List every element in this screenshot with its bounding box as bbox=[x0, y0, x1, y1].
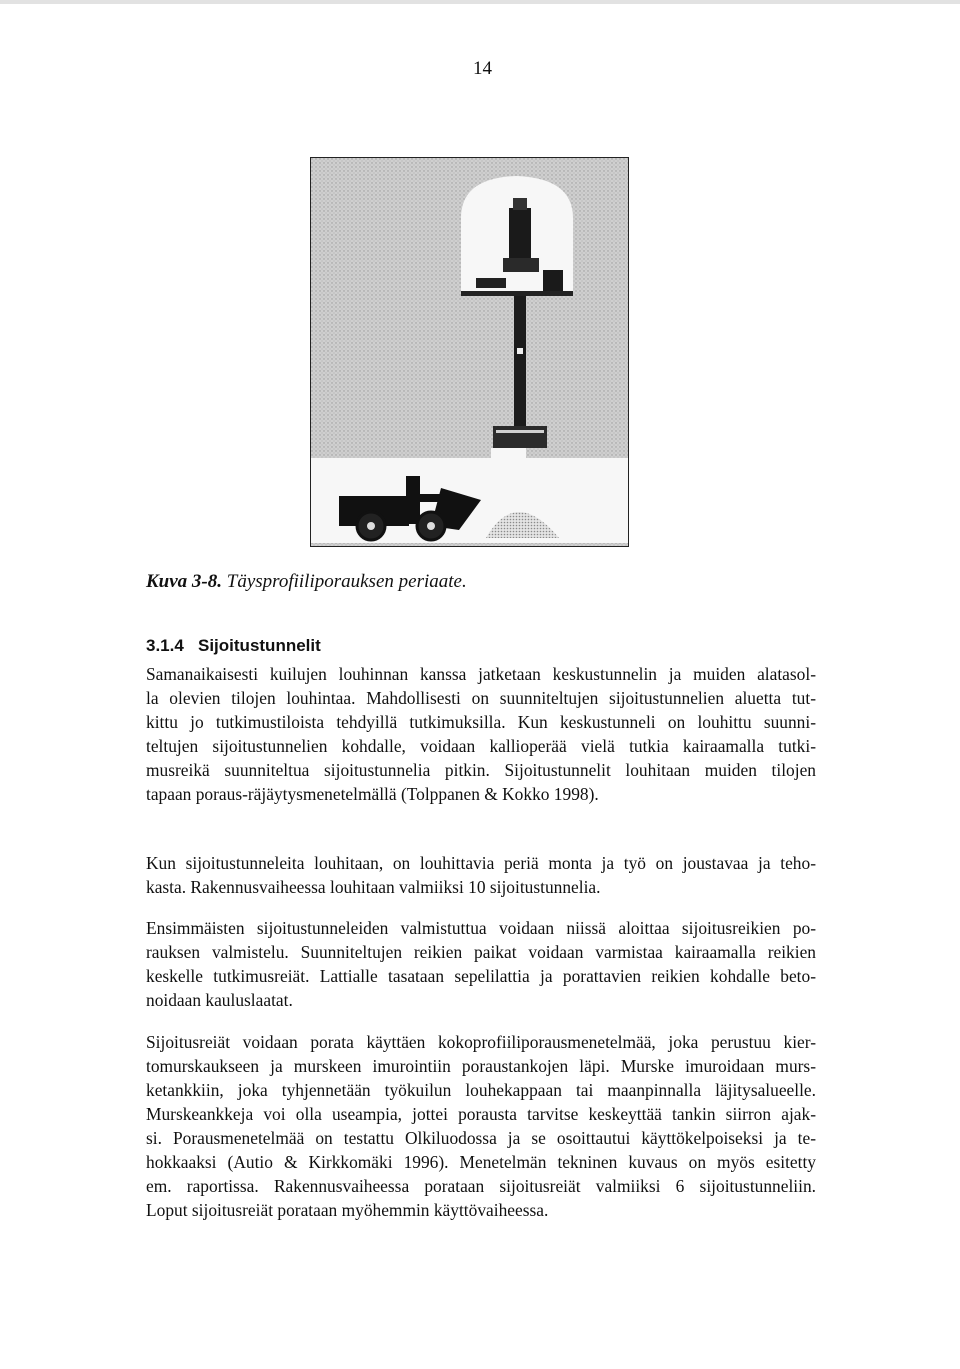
figure-caption bbox=[146, 571, 467, 593]
paragraph-line: kittu jo tutkimustiloista tehdyillä tutkimuksilla. Kun keskustunneli on louhittu suunni- bbox=[146, 712, 816, 732]
figure-label: Kuva 3-8. bbox=[146, 571, 222, 592]
loader-cab bbox=[406, 476, 420, 524]
drill-string bbox=[514, 296, 526, 446]
platform bbox=[461, 291, 573, 296]
paragraph-4 bbox=[146, 1030, 816, 1222]
paragraph-line: ketankkiin, joka tyhjennetään työkuilun louhekappaan tai maanpinnalla läjitysalueelle. bbox=[146, 1080, 816, 1100]
rig-unit bbox=[476, 278, 506, 288]
paragraph-line: Ensimmäisten sijoitustunneleiden valmistuttua voidaan niissä aloittaa sijoitusreikien po- bbox=[146, 918, 816, 938]
figure-full-face-drilling bbox=[310, 157, 629, 547]
paragraph-line: Kun sijoitustunneleita louhitaan, on louhittavia periä monta ja työ on joustavaa ja teho- bbox=[146, 853, 816, 873]
paragraph-line: tapaan poraus-räjäytysmenetelmällä (Tolppanen & Kokko 1998). bbox=[146, 784, 599, 804]
drill-rig-mast bbox=[509, 208, 531, 263]
paragraph-line: tomurskaukseen ja murskeen imurointiin poraustankojen läpi. Murske imuroidaan murs- bbox=[146, 1056, 816, 1076]
figure-caption-text: Täysprofiiliporauksen periaate. bbox=[226, 571, 467, 592]
drilling-diagram bbox=[311, 158, 628, 546]
paragraph-line: keskelle tutkimusreiät. Lattialle tasataan sepelilattia ja porattavien reikien kohdalle beto- bbox=[146, 966, 816, 986]
section-number: 3.1.4 bbox=[146, 636, 184, 655]
paragraph-line: Sijoitusreiät voidaan porata käyttäen kokoprofiiliporausmenetelmää, joka perustuu kier- bbox=[146, 1032, 816, 1052]
loader-arm bbox=[419, 494, 441, 502]
reamer-cutters bbox=[496, 430, 544, 433]
paragraph-line: si. Porausmenetelmää on testattu Olkiluodossa ja se osoittautui käyttökelpoiseksi ja te- bbox=[146, 1128, 816, 1148]
paragraph-line: musreikä suunniteltua sijoitustunnelia pitkin. Sijoitustunnelit louhitaan muiden tilojen bbox=[146, 760, 816, 780]
paragraph-line: Samanaikaisesti kuilujen louhinnan kanssa jatketaan keskustunnelin ja muiden alatasol- bbox=[146, 664, 816, 684]
paragraph-line: hokkaaksi (Autio & Kirkkomäki 1996). Menetelmän tekninen kuvaus on myös esitetty bbox=[146, 1152, 816, 1172]
paragraph-line: em. raportissa. Rakennusvaiheessa porataan sijoitusreiät valmiiksi 6 sijoitustunneliin. bbox=[146, 1176, 816, 1196]
paragraph-line: Murskeankkeja voi olla useampia, jottei porausta tarvitse keskeyttää tankin siirron ajak- bbox=[146, 1104, 816, 1124]
paragraph-line: noidaan kauluslaatat. bbox=[146, 990, 293, 1010]
paragraph-line: rauksen valmistelu. Suunniteltujen reikien paikat voidaan varmistaa kairaamalla reikien bbox=[146, 942, 816, 962]
section-title: Sijoitustunnelit bbox=[198, 636, 321, 655]
paragraph-line: teltujen sijoitustunnelien kohdalle, voidaan kallioperää vielä tutkia kairaamalla tutki- bbox=[146, 736, 816, 756]
section-heading bbox=[146, 636, 321, 656]
page-top-edge bbox=[0, 0, 960, 4]
paragraph-3 bbox=[146, 916, 816, 1012]
wheel-hub-rear bbox=[367, 522, 375, 530]
paragraph-line: Loput sijoitusreiät porataan myöhemmin käyttövaiheessa. bbox=[146, 1200, 549, 1220]
paragraph-1 bbox=[146, 662, 816, 806]
paragraph-2 bbox=[146, 851, 816, 899]
drill-rig-base bbox=[503, 258, 539, 272]
reamer-head bbox=[493, 426, 547, 448]
wheel-hub-front bbox=[427, 522, 435, 530]
paragraph-line: la olevien tilojen louhintaa. Mahdollisesti on suunniteltujen sijoitustunnelien aluetta tut- bbox=[146, 688, 816, 708]
page-number: 14 bbox=[473, 58, 492, 79]
string-joint bbox=[517, 348, 523, 354]
drill-rig-top bbox=[513, 198, 527, 210]
tank bbox=[543, 270, 563, 292]
paragraph-line: kasta. Rakennusvaiheessa louhitaan valmiiksi 10 sijoitustunnelia. bbox=[146, 877, 601, 897]
